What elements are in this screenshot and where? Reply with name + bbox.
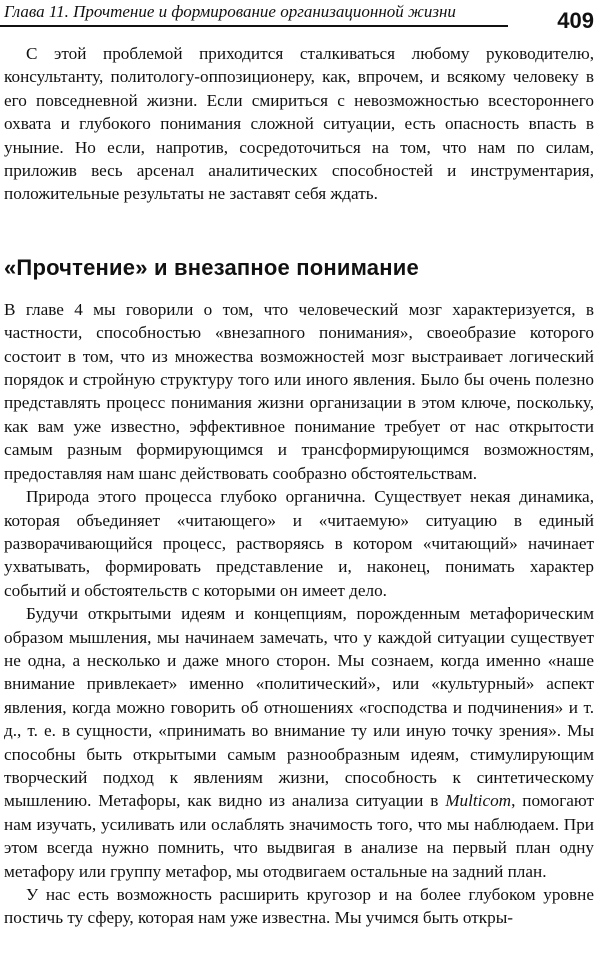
header-rule xyxy=(0,25,508,27)
paragraph-2: В главе 4 мы говорили о том, что человеческий мозг характеризуется, в частности, способностью «внезапного понимания», своеобразие которого состоит в том, что из множества возможностей мозг выстраивает логический порядок и стройную структуру того или иного явления. Было бы очень полезно представлять процесс понимания жизни организации в этом ключе, поскольку, как вам уже известно, эффективное понимание требует от нас открытости самым разным формирующимся и трансформирующимся возможностям, предоставляя нам шанс действовать сообразно обстоятельствам. xyxy=(4,299,594,483)
chapter-title: Глава 11. Прочтение и формирование организационной жизни xyxy=(4,2,456,21)
paragraph-1: С этой проблемой приходится сталкиваться любому руководителю, консультанту, политологу-оппозиционеру, как, впрочем, и всякому человеку в его повседневной жизни. Если смириться с невозможностью всестороннего охвата и глубокого понимания сложной ситуации, есть опасность впасть в уныние. Но если, напротив, сосредоточиться на том, что нам по силам, приложив весь арсенал аналитических способностей и инструментария, положительные результаты не заставят себя ждать. xyxy=(4,44,594,204)
paragraph-5: У нас есть возможность расширить кругозор и на более глубоком уровне постичь ту сферу, которая нам уже известна. Мы учимся быть откры- xyxy=(4,885,594,928)
paragraph-4-end: , помогают нам изучать, усиливать или ослаблять значимость того, что мы наблюдаем. При этом всегда нужно помнить, что выдвигая в анализе на первый план одну метафору или группу метафор, мы отодвигаем остальные на задний план. xyxy=(4,791,594,881)
section-heading: «Прочтение» и внезапное понимание xyxy=(4,254,419,280)
page-number: 409 xyxy=(557,8,594,33)
multicom-term: Multicom xyxy=(445,791,512,811)
running-head xyxy=(0,0,600,40)
paragraph-3: Природа этого процесса глубоко органична. Существует некая динамика, которая объединяет «читающего» и «читаемую» ситуацию в единый разворачивающийся процесс, растворяясь в котором «читающий» начинает ухватывать, формировать представление и, наконец, понимать характер событий и обстоятельств с которыми он имеет дело. xyxy=(4,487,594,600)
paragraph-4-start: Будучи открытыми идеям и концепциям, порожденным метафорическим образом мышления, мы начинаем замечать, что у каждой ситуации существует не одна, а несколько и даже много сторон. Мы сознаем, когда именно «наше внимание привлекает» именно «политический», или «культурный» аспект явления, когда можно говорить об отношениях «господства и подчинения» и т. д., т. е. в сущности, «принимать во внимание ту или иную точку зрения». Мы способны быть открытыми самым разнообразным идеям, стимулирующим творческий подход к явлениям жизни, способность к синтетическому мышлению. Метафоры, как видно из анализа ситуации в xyxy=(4,604,594,811)
paragraph-4 xyxy=(4,602,594,883)
page-body xyxy=(4,42,594,930)
